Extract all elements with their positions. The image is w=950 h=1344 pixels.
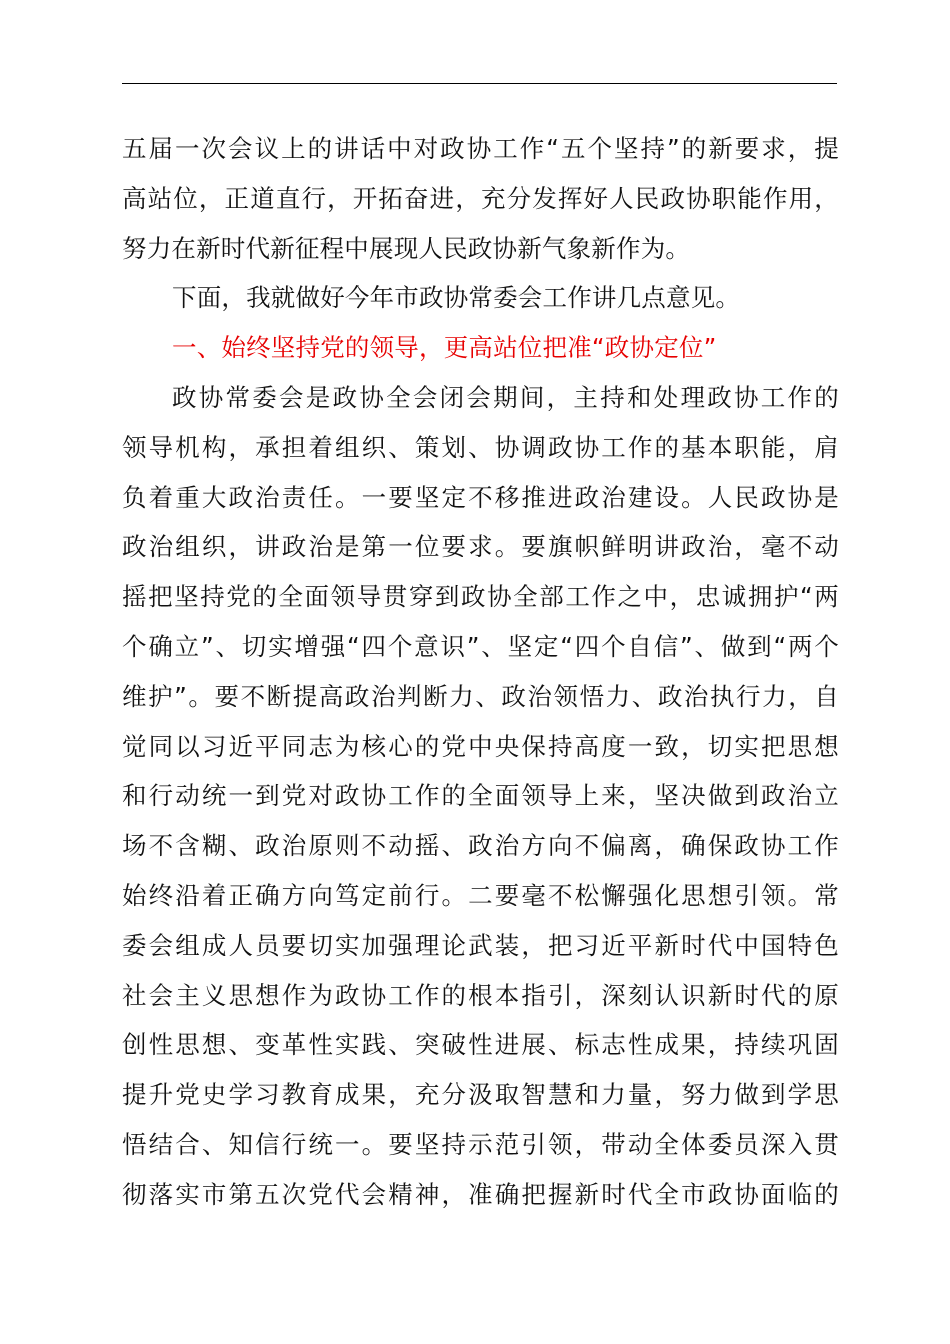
paragraph-line: 委会组成人员要切实加强理论武装，把习近平新时代中国特色 [122, 930, 839, 960]
paragraph-line: 高站位，正道直行，开拓奋进，充分发挥好人民政协职能作用， [122, 183, 839, 213]
header-rule [122, 83, 837, 84]
paragraph-line: 场不含糊、政治原则不动摇、政治方向不偏离，确保政协工作 [122, 831, 839, 861]
paragraph-line: 维护”。要不断提高政治判断力、政治领悟力、政治执行力，自 [122, 681, 839, 711]
paragraph-line: 五届一次会议上的讲话中对政协工作“五个坚持”的新要求，提 [122, 134, 839, 163]
paragraph-line: 始终沿着正确方向笃定前行。二要毫不松懈强化思想引领。常 [122, 880, 839, 910]
paragraph-line: 政治组织，讲政治是第一位要求。要旗帜鲜明讲政治，毫不动 [122, 532, 839, 562]
paragraph-line: 创性思想、变革性实践、突破性进展、标志性成果，持续巩固 [122, 1030, 839, 1060]
paragraph-line: 和行动统一到党对政协工作的全面领导上来，坚决做到政治立 [122, 781, 839, 811]
paragraph-line: 个确立”、切实增强“四个意识”、坚定“四个自信”、做到“两个 [122, 631, 839, 661]
paragraph-line: 提升党史学习教育成果，充分汲取智慧和力量，努力做到学思 [122, 1080, 839, 1110]
paragraph-line: 负着重大政治责任。一要坚定不移推进政治建设。人民政协是 [122, 482, 839, 512]
paragraph-line: 觉同以习近平同志为核心的党中央保持高度一致，切实把思想 [122, 731, 839, 761]
section-heading: 一、始终坚持党的领导，更高站位把准“政协定位” [172, 333, 717, 363]
paragraph-line: 领导机构，承担着组织、策划、协调政协工作的基本职能，肩 [122, 432, 839, 462]
paragraph-line: 政协常委会是政协全会闭会期间，主持和处理政协工作的 [172, 382, 839, 412]
paragraph-line: 彻落实市第五次党代会精神，准确把握新时代全市政协面临的 [122, 1179, 839, 1209]
document-body [122, 124, 839, 1220]
paragraph-line: 努力在新时代新征程中展现人民政协新气象新作为。 [122, 233, 691, 263]
paragraph-line: 社会主义思想作为政协工作的根本指引，深刻认识新时代的原 [122, 980, 839, 1010]
paragraph-line: 悟结合、知信行统一。要坚持示范引领，带动全体委员深入贯 [122, 1129, 839, 1159]
paragraph-line: 摇把坚持党的全面领导贯穿到政协全部工作之中，忠诚拥护“两 [122, 582, 839, 612]
paragraph-line: 下面，我就做好今年市政协常委会工作讲几点意见。 [172, 283, 741, 313]
